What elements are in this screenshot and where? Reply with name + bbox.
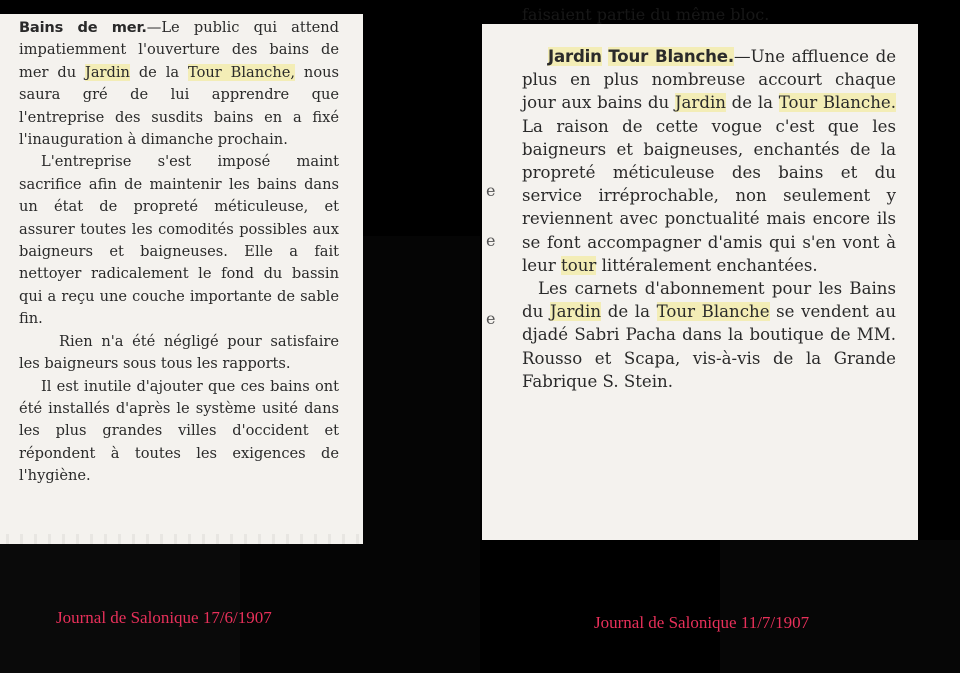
text-run: de la [725,93,779,113]
clipping-left-paragraph-3: Rien n'a été négligé pour satisfaire les baigneurs sous tous les rapports. [19,332,339,373]
highlight-tour-blanche: Tour Blanche, [188,63,296,81]
caption-right: Journal de Salonique 11/7/1907 [594,613,810,632]
clipping-right-paragraph-1 [522,45,896,277]
text-run: de la [601,302,657,322]
text-run: —Le public qui attend impatiemment l'ouverture des bains de mer du [19,19,339,81]
newspaper-clipping-left [0,14,363,540]
clipping-right-cut-top-line [522,5,896,31]
background-panel-left [0,540,240,673]
highlight-tour: tour [561,255,597,275]
highlight-jardin: Jardin [674,93,726,113]
newspaper-clipping-right [482,5,918,540]
clipping-right-heading-jardin: Jardin [548,47,602,66]
caption-left: Journal de Salonique 17/6/1907 [56,608,272,627]
clipping-right-heading-tour: Tour Blanche. [608,47,734,66]
margin-mark: e [486,181,496,200]
text-run: Les carnets d'abonnement pour les Bains du [522,279,896,322]
highlight-tour-blanche: Tour Blanche [656,302,770,322]
text-run: littéralement enchantées. [596,255,818,275]
clipping-left-heading: Bains de mer. [19,19,147,36]
text-run: La raison de cette vogue c'est que les baigneurs et baigneuses, enchantés de la propreté méticuleuse des bains et du service irréprochable, non seulement y reviennent avec ponctualité mais encore ils se font accompagner d'amis qui s'en vont à leur [522,116,896,275]
clipping-left-paragraph-4: Il est inutile d'ajouter que ces bains ont été installés d'après le système usité dans les plus grandes villes d'occident et répondent à toutes les exigences de l'hygiène. [19,377,339,485]
clipping-left-paragraph-2: L'entreprise s'est imposé maint sacrifice afin de maintenir les bains dans un état de propreté méticuleuse, et assurer toutes les comodités possibles aux baigneurs et baigneuses. Elle a fait nettoyer radicalement le fond du bassin qui a reçu une couche importante de sable fin. [19,153,339,328]
highlight-jardin: Jardin [85,63,130,81]
cut-line-text: faisaient partie du même bloc. [522,5,770,24]
text-run: se vendent au djadé Sabri Pacha dans la boutique de MM. Rousso et Scapa, vis-à-vis de la Grande Fabrique S. Stein. [522,302,897,391]
text-run: de la [129,63,188,81]
margin-marks [486,24,506,540]
text-run: nous saura gré de lui apprendre que l'entreprise des susdits bains en a fixé l'inauguration à dimanche prochain. [19,63,339,149]
highlight-jardin: Jardin [549,302,602,322]
background-panel-right [720,540,960,673]
text-run: —Une affluence de plus en plus nombreuse accourt chaque jour aux bains du [522,47,897,113]
clipping-right-paragraph-2 [522,277,896,393]
margin-mark: e [486,309,496,328]
highlight-tour-blanche: Tour Blanche. [778,93,896,113]
margin-mark: e [486,231,496,250]
clipping-left-paragraph-1 [19,17,339,151]
